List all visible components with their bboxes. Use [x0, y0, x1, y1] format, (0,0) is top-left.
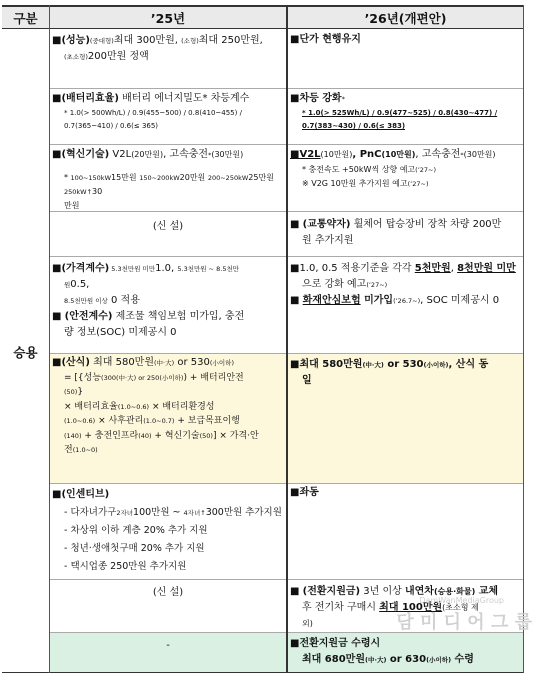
- row-innovation-2026: ■V2L(10만원), PnC(10만원), 고속충전*(30만원) * 충전속도 +50kW씩 상향 예고(’27~) ※ V2G 10만원 추가지원 예고(’27~): [287, 145, 524, 212]
- row-mobility-2026: ■ (교통약자) 휠체어 탑승장비 장착 차량 200만 원 추가지원: [287, 212, 524, 257]
- row-incentive-2025: ■(인센티브) - 다자녀가구2자녀100만원 ~ 4자녀↑300만원 추가지원 - 차상위 이하 계층 20% 추가 지원 - 청년·생애첫구매 20% 추가 지원 - 택시업종 250만원 추가지원: [49, 484, 287, 580]
- row-innovation-2025: ■(혁신기술) V2L(20만원), 고속충전*(30만원) * 100~150kW15만원 150~200kW20만원 200~250kW25만원 250kW↑30 만원: [49, 145, 287, 212]
- row-mobility-2025: (신 설): [49, 212, 287, 257]
- row-battery-2025: ■(배터리효율) 배터리 에너지밀도* 차등계수 * 1.0(> 500Wh/L) / 0.9(455~500) / 0.8(410~455) / 0.7(365~410) / 0.6(≤ 365): [49, 89, 287, 145]
- row-performance-2025: ■(성능)(중대형)최대 300만원, (소형)최대 250만원, (초소형)200만원 정액: [49, 31, 287, 89]
- label-performance: ■(성능): [52, 35, 90, 46]
- row-total-2026: ■전환지원금 수령시 최대 680만원(中·大) or 630(小이하) 수령: [287, 633, 524, 673]
- comparison-table: [2, 5, 524, 673]
- header-category: 구분: [2, 5, 49, 29]
- row-formula-2026: ■최대 580만원(中·大) or 530(小이하), 산식 동 일: [287, 354, 524, 484]
- row-total-2025: -: [49, 633, 287, 673]
- row-price-2025: ■(가격계수) 5.3천만원 미만1.0, 5.3천만원 ~ 8.5천만 원0.5, 8.5천만원 이상 0 적용 ■ (안전계수) 제조물 책임보험 미가입, 충전 량 정보(SOC) 미제공시 0: [49, 257, 287, 354]
- row-conversion-2025: (신 설): [49, 580, 287, 633]
- row-incentive-2026: ■좌동: [287, 484, 524, 580]
- header-2025: ’25년: [49, 5, 287, 29]
- category-label: 승용: [2, 31, 49, 673]
- divider-years: [286, 5, 288, 673]
- row-price-2026: ■1.0, 0.5 적용기준을 각각 5천만원, 8천만원 미만 으로 강화 예고(’27~) ■ 화재안심보험 미가입(’26.7~), SOC 미제공시 0: [287, 257, 524, 354]
- watermark-korean: 담 미 디 어 그 룹: [396, 612, 532, 633]
- divider-category: [49, 5, 50, 673]
- watermark-text: DamWanMediaGroup: [419, 596, 504, 605]
- row-formula-2025: ■(산식) 최대 580만원(中·大) or 530(小이하) = [{성능(300(中·大) or 250(小이하)) + 배터리안전 (50)} × 배터리효율(1.0~0.6) × 배터리환경성 (1.0~0.6) × 사후관리(1.0~0.7) + 보급목표이행 (140) + 충전인프라(40) + 혁신기술(50)] × 가격·안 전(1.0~0): [49, 354, 287, 484]
- divider-right: [523, 5, 524, 673]
- header-2026: ’26년(개편안): [287, 5, 524, 29]
- row-conversion-2026: ■ (전환지원금) 3년 이상 내연차(승용·화물) 교체 후 전기차 구매시 최대 100만원(초소형 제 외): [287, 580, 524, 633]
- row-battery-2026: ■차등 강화* * 1.0(> 525Wh/L) / 0.9(477~525) / 0.8(430~477) / 0.7(383~430) / 0.6(≤ 383): [287, 89, 524, 145]
- row-performance-2026: ■단가 현행유지: [287, 31, 524, 89]
